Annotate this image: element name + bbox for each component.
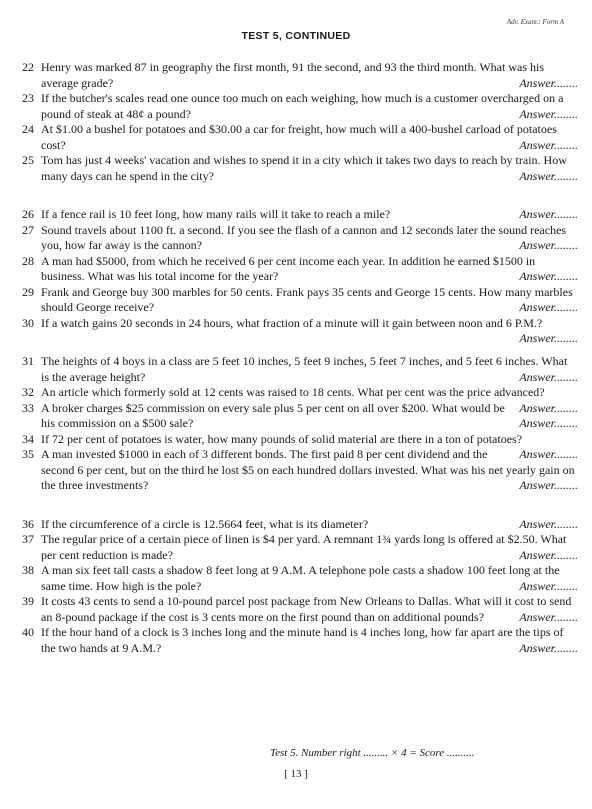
answer-blank[interactable]: Answer........ [519, 640, 578, 655]
question-number: 26 [22, 207, 34, 221]
question-text: If 72 per cent of potatoes is water, how many pounds of solid material are there in a ton of potatoes? [41, 431, 523, 446]
question-text: Frank and George buy 300 marbles for 50 cents. Frank pays 35 cents and George 15 cents. How many marbles should George receive? [41, 284, 573, 314]
question-item [22, 517, 578, 533]
question-number: 22 [22, 60, 34, 74]
question-number: 25 [22, 153, 34, 167]
question-number: 35 [22, 447, 34, 461]
question-text: Henry was marked 87 in geography the first month, 91 the second, and 93 the third month. What was his average grade? [41, 60, 545, 90]
question-text: If the butcher's scales read one ounce too much on each weighing, how much is a customer overcharged on a pound of steak at 48¢ a pound? [41, 91, 564, 121]
answer-blank[interactable]: Answer........ [519, 207, 578, 221]
answer-blank[interactable]: Answer........ [519, 331, 578, 345]
question-item [22, 122, 578, 153]
group-separator [22, 494, 578, 517]
answer-blank[interactable]: Answer........ [519, 578, 578, 593]
question-text: If the hour hand of a clock is 3 inches long and the minute hand is 4 inches long, how far apart are the tips of the two hands at 9 A.M.? [41, 625, 564, 655]
question-list [22, 60, 578, 656]
answer-blank[interactable]: Answer........ [519, 609, 578, 624]
question-item [22, 594, 578, 625]
group-separator [22, 331, 578, 354]
question-number: 31 [22, 354, 34, 368]
question-text: Sound travels about 1100 ft. a second. If you see the flash of a cannon and 12 seconds later the sound reaches you, how far away is the cannon? [41, 222, 567, 252]
question-item [22, 315, 578, 345]
question-number: 24 [22, 122, 34, 136]
question-text: At $1.00 a bushel for potatoes and $30.00 a car for freight, how much will a 400-bushel carload of potatoes cost? [41, 122, 557, 152]
question-item [22, 625, 578, 656]
question-item [22, 153, 578, 184]
answer-blank[interactable]: Answer........ [519, 75, 578, 90]
question-item [22, 91, 578, 122]
question-number: 29 [22, 284, 34, 299]
question-text: A man six feet tall casts a shadow 8 feet long at 9 A.M. A telephone pole casts a shadow 100 feet long at the same time. How high is the pole? [41, 563, 560, 593]
question-item [22, 285, 578, 316]
question-item [22, 223, 578, 254]
question-number: 37 [22, 532, 34, 546]
question-text: The regular price of a certain piece of linen is $4 per yard. A remnant 1¾ yards long is offered at $2.50. What per cent reduction is made? [41, 532, 567, 562]
question-number: 30 [22, 315, 34, 330]
answer-blank[interactable]: Answer........ [519, 106, 578, 121]
question-number: 36 [22, 516, 34, 531]
answer-blank[interactable]: Answer........ [519, 400, 578, 415]
question-number: 28 [22, 253, 34, 268]
question-number: 32 [22, 385, 34, 399]
answer-blank[interactable]: Answer........ [519, 269, 578, 283]
answer-blank[interactable]: Answer........ [519, 447, 578, 461]
question-text: If the circumference of a circle is 12.5664 feet, what is its diameter? [41, 516, 369, 531]
question-text: A man had $5000, from which he received 6 per cent income each year. In addition he earned $1500 in business. What was his total income for the year? [41, 253, 536, 283]
question-item [22, 254, 578, 285]
question-text: If a fence rail is 10 feet long, how many rails will it take to reach a mile? [41, 207, 391, 221]
answer-blank[interactable]: Answer........ [519, 416, 578, 430]
question-item [22, 401, 578, 432]
question-number: 38 [22, 563, 34, 577]
answer-blank[interactable]: Answer........ [519, 369, 578, 384]
form-label: Adv. Exam.: Form A [506, 18, 564, 26]
question-item [22, 207, 578, 223]
question-text: A man invested $1000 in each of 3 different bonds. The first paid 8 per cent dividend and the second 6 per cent, but on the third he lost $5 on each hundred dollars invested. What was his net yearly gain on the three investments? [41, 447, 575, 492]
question-text: If a watch gains 20 seconds in 24 hours, what fraction of a minute will it gain between noon and 6 P.M.? [41, 315, 543, 330]
question-number: 34 [22, 431, 34, 446]
group-separator [22, 184, 578, 207]
question-text: An article which formerly sold at 12 cents was raised to 18 cents. What per cent was the price advanced? [41, 385, 545, 399]
page-title: TEST 5, CONTINUED [241, 30, 351, 42]
question-text: Tom has just 4 weeks' vacation and wishes to spend it in a city which it takes two days to reach by train. How many days can he spend in the city? [41, 153, 567, 183]
question-item [22, 563, 578, 594]
question-item [22, 532, 578, 563]
question-item [22, 354, 578, 385]
page-number: [ 13 ] [284, 768, 308, 780]
score-line: Test 5. Number right ......... × 4 = Score .......... [270, 747, 475, 759]
answer-blank[interactable]: Answer........ [519, 547, 578, 562]
question-number: 39 [22, 594, 34, 608]
answer-blank[interactable]: Answer........ [519, 238, 578, 252]
question-number: 27 [22, 222, 34, 237]
question-text: The heights of 4 boys in a class are 5 feet 10 inches, 5 feet 9 inches, 5 feet 7 inches, and 5 feet 6 inches. What is the average height? [41, 354, 568, 384]
question-item [22, 60, 578, 91]
question-number: 33 [22, 400, 34, 415]
question-number: 40 [22, 625, 34, 639]
answer-blank[interactable]: Answer........ [519, 516, 578, 531]
question-item [22, 447, 578, 494]
answer-blank[interactable]: Answer........ [519, 300, 578, 314]
answer-blank[interactable]: Answer........ [519, 137, 578, 152]
question-text: It costs 43 cents to send a 10-pound parcel post package from New Orleans to Dallas. What will it cost to send an 8-pound package if the cost is 3 cents more on the first pound than on additional pounds? [41, 594, 572, 624]
answer-blank[interactable]: Answer........ [519, 478, 578, 492]
question-number: 23 [22, 91, 34, 105]
question-text: A broker charges $25 commission on every sale plus 5 per cent on all over $200. What would be his commission on a $500 sale? [41, 400, 505, 430]
answer-blank[interactable]: Answer........ [519, 168, 578, 183]
